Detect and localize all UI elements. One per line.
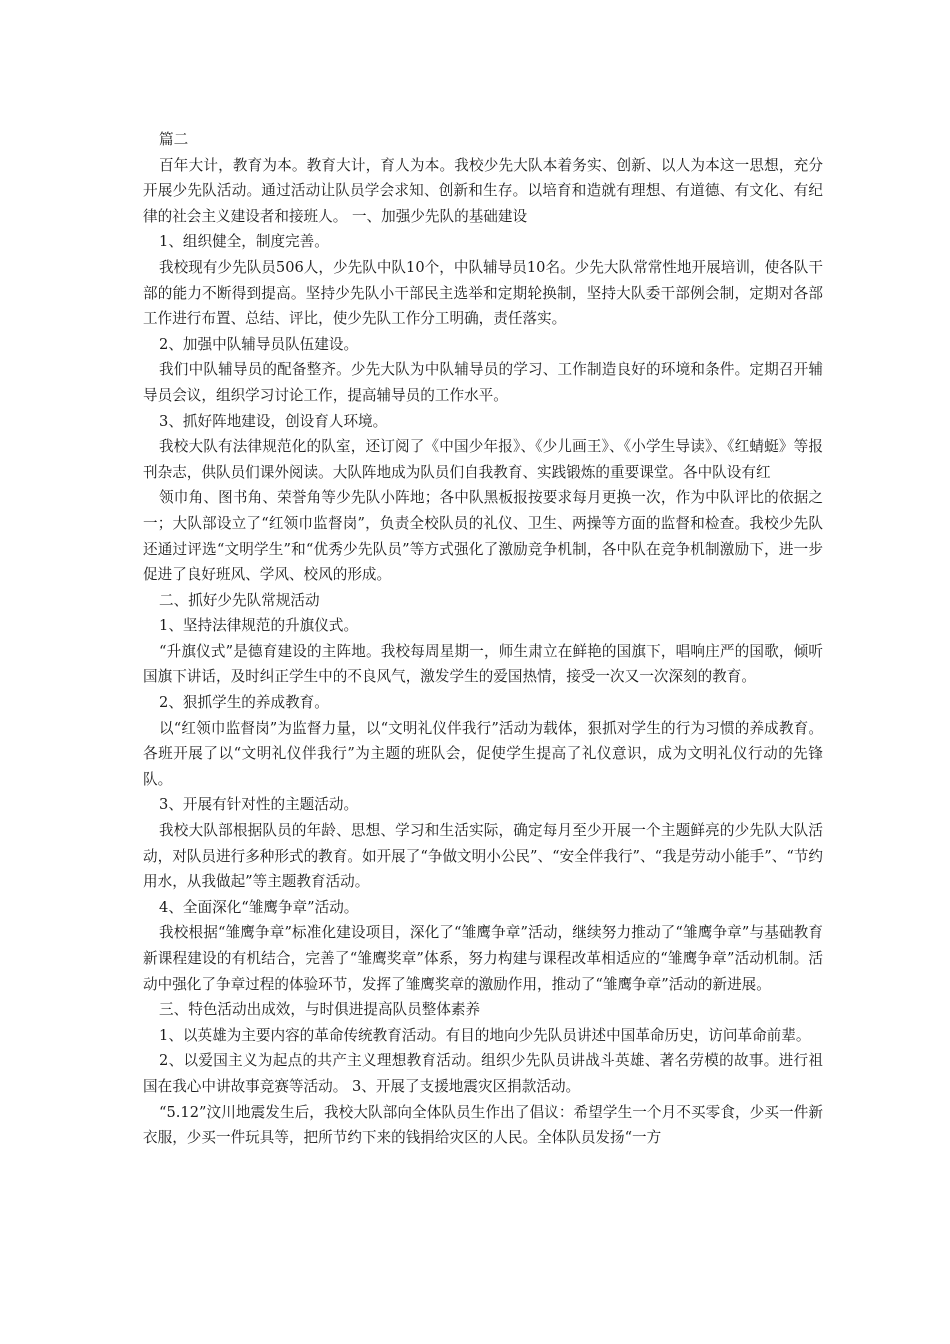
paragraph: 2、以爱国主义为起点的共产主义理想教育活动。组织少先队员讲战斗英雄、著名劳模的故事。进行祖国在我心中讲故事竞赛等活动。 3、开展了支援地震灾区捐款活动。 bbox=[143, 1052, 823, 1095]
paragraph: “5.12”汶川地震发生后，我校大队部向全体队员生作出了倡议：希望学生一个月不买零食，少买一件新衣服，少买一件玩具等，把所节约下来的钱捐给灾区的人民。全体队员发扬“一方 bbox=[143, 1103, 823, 1147]
heading: 二、抓好少先队常规活动 bbox=[159, 591, 320, 609]
paragraph: 我校大队部根据队员的年龄、思想、学习和生活实际，确定每月至少开展一个主题鲜亮的少先队大队活动，对队员进行多种形式的教育。如开展了“争做文明小公民”、“安全伴我行”、“我是劳动小能手”、“节约用水，从我做起”等主题教育活动。 bbox=[143, 822, 823, 891]
subheading: 1、坚持法律规范的升旗仪式。 bbox=[159, 617, 359, 635]
subheading: 3、开展有针对性的主题活动。 bbox=[159, 796, 359, 814]
paragraph: 我校现有少先队员506人，少先队中队10个，中队辅导员10名。少先大队常常性地开展培训，使各队干部的能力不断得到提高。坚持少先队小干部民主选举和定期轮换制，坚持大队委干部例会制，定期对各部工作进行布置、总结、评比，使少先队工作分工明确，责任落实。 bbox=[143, 258, 823, 328]
paragraph: 我校大队有法律规范化的队室，还订阅了《中国少年报》、《少儿画王》、《小学生导读》、《红蜻蜓》等报刊杂志，供队员们课外阅读。大队阵地成为队员们自我教育、实践锻炼的重要课堂。各中队设有红 bbox=[143, 438, 823, 481]
paragraph: 我校根据“雏鹰争章”标准化建设项目，深化了“雏鹰争章”活动，继续努力推动了“雏鹰争章”与基础教育新课程建设的有机结合，完善了“雏鹰奖章”体系，努力构建与课程改革相适应的“雏鹰争章”活动机制。活动中强化了争章过程的体验环节，发挥了雏鹰奖章的激励作用，推动了“雏鹰争章”活动的新进展。 bbox=[143, 924, 823, 993]
subheading: 1、组织健全，制度完善。 bbox=[159, 233, 329, 251]
subheading: 2、加强中队辅导员队伍建设。 bbox=[159, 335, 359, 353]
paragraph: 1、以英雄为主要内容的革命传统教育活动。有目的地向少先队员讲述中国革命历史，访问革命前辈。 bbox=[159, 1026, 811, 1044]
paragraph: “升旗仪式”是德育建设的主阵地。我校每周星期一，师生肃立在鲜艳的国旗下，唱响庄严的国歌，倾听国旗下讲话，及时纠正学生中的不良风气，激发学生的爱国热情，接受一次又一次深刻的教育。 bbox=[143, 642, 823, 686]
subheading: 3、抓好阵地建设，创设育人环境。 bbox=[159, 412, 388, 430]
paragraph: 以“红领巾监督岗”为监督力量，以“文明礼仪伴我行”活动为载体，狠抓对学生的行为习惯的养成教育。各班开展了以“文明礼仪伴我行”为主题的班队会，促使学生提高了礼仪意识，成为文明礼仪行动的先锋队。 bbox=[143, 719, 823, 788]
subheading: 4、全面深化“雏鹰争章”活动。 bbox=[159, 898, 359, 916]
paragraph: 百年大计，教育为本。教育大计，育人为本。我校少先大队本着务实、创新、以人为本这一思想，充分开展少先队活动。通过活动让队员学会求知、创新和生存。以培育和造就有理想、有道德、有文化、有纪律的社会主义建设者和接班人。 一、加强少先队的基础建设 bbox=[143, 156, 823, 225]
paragraph: 领巾角、图书角、荣誉角等少先队小阵地；各中队黑板报按要求每月更换一次，作为中队评比的依据之一；大队部设立了“红领巾监督岗”，负责全校队员的礼仪、卫生、两操等方面的监督和检查。我校少先队还通过评选“文明学生”和“优秀少先队员”等方式强化了激励竞争机制，各中队在竞争机制激励下，进一步促进了良好班风、学风、校风的形成。 bbox=[143, 489, 823, 584]
subheading: 2、狠抓学生的养成教育。 bbox=[159, 694, 329, 712]
paragraph: 我们中队辅导员的配备整齐。少先大队为中队辅导员的学习、工作制造良好的环境和条件。定期召开辅导员会议，组织学习讨论工作，提高辅导员的工作水平。 bbox=[143, 361, 823, 404]
heading: 三、特色活动出成效，与时俱进提高队员整体素养 bbox=[159, 1001, 481, 1019]
section-title: 篇二 bbox=[159, 131, 189, 148]
document-body bbox=[143, 127, 823, 1151]
